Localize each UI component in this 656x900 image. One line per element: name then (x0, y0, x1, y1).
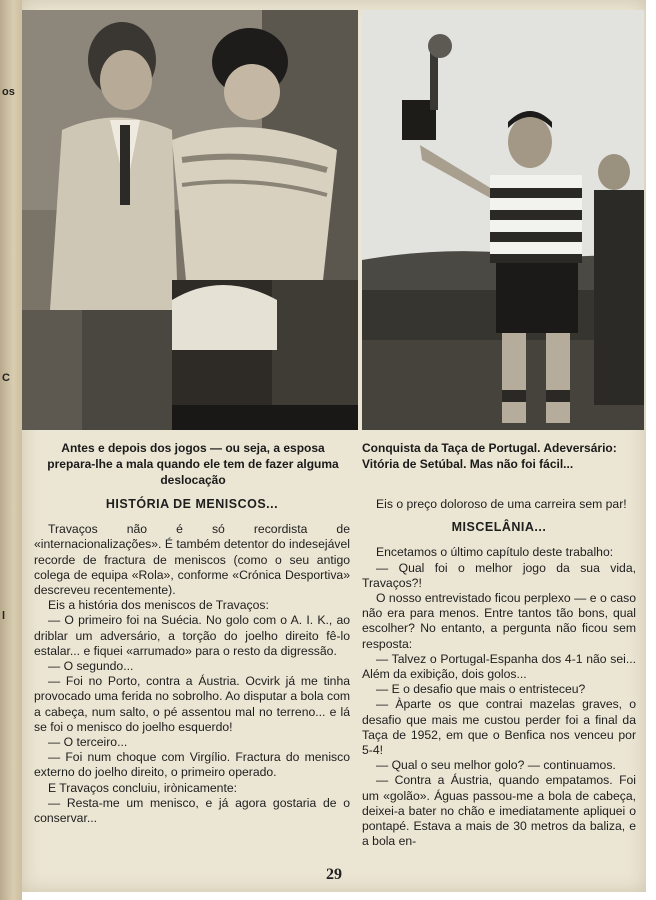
article-paragraph: — E o desafio que mais o entristeceu? (376, 682, 586, 697)
striped-jersey (490, 175, 582, 263)
article-paragraph: E Travaços concluiu, irònicamente: (48, 780, 237, 795)
section-heading: MISCELÂNIA... (451, 520, 547, 535)
article-paragraph: — Àparte os que contrai mazelas graves, o desafio que mais me custou perder foi a final da Taça de 1952, em que o Benfica nos venceu por 5-4! (362, 697, 636, 758)
trophy-illustration (362, 10, 644, 430)
article-paragraph: Encetamos o último capítulo deste trabalho: (376, 545, 614, 560)
article-column-right (362, 497, 636, 849)
section-heading: HISTÓRIA DE MENISCOS... (105, 497, 279, 511)
article-paragraph: — Foi num choque com Virgílio. Fractura do menisco externo do joelho direito, o primeiro operado. (34, 750, 350, 780)
article-paragraph: O nosso entrevistado ficou perplexo — e o caso não era para menos. Entre tantos tão bons, qual escolher? No entanto, a pergunta não ficou sem resposta: (362, 591, 636, 651)
article-column-left (34, 497, 350, 826)
margin-fragment: os (2, 86, 15, 98)
article-paragraph: — Talvez o Portugal-Espanha dos 4-1 não sei... Além da exibição, dois golos... (362, 651, 636, 682)
article-paragraph: — Resta-me um menisco, e já agora gostaria de o conservar... (34, 795, 350, 826)
article-paragraph: — O segundo... (48, 659, 134, 674)
margin-fragment: C (2, 372, 10, 384)
article-paragraph: — Contra a Áustria, quando empatamos. Foi um «golão». Águas passou-me a bola de cabeça, deixei-a bater no chão e imediatamente apliquei o pontapé. Estava a mais de 30 metros da baliza, e a bola en- (362, 773, 636, 849)
article-paragraph: — O primeiro foi na Suécia. No golo com o A. I. K., ao driblar um adversário, a torção do joelho direito fê-lo estalar... e fiquei «arrumado» para o resto da digressão. (34, 613, 350, 658)
article-paragraph: — O terceiro... (48, 735, 128, 750)
caption-left: Antes e depois dos jogos — ou seja, a esposa prepara-lhe a mala quando ele tem de fazer alguma deslocação (47, 441, 339, 487)
article-intro: Eis o preço doloroso de uma carreira sem par! (376, 497, 627, 511)
packing-illustration (22, 10, 358, 430)
article-paragraph: — Qual o seu melhor golo? — continuamos. (376, 758, 616, 773)
page-number: 29 (326, 866, 342, 883)
article-paragraph: — Qual foi o melhor jogo da sua vida, Travaços?! (362, 560, 636, 590)
margin-fragment: l (2, 610, 6, 622)
article-paragraph: Eis a história dos meniscos de Travaços: (48, 598, 269, 613)
photo-trophy-celebration (362, 10, 644, 430)
article-paragraph: Travaços não é só recordista de «internacionalizações». É também detentor do indesejável recorde de fractura de meniscos (como o seu antigo colega de equipa «Rola», conforme «Crónica Desportiva» descreveu recentemente). (34, 522, 350, 598)
photo-packing-suitcase (22, 10, 358, 430)
article-paragraph: — Foi no Porto, contra a Áustria. Ocvirk já me tinha provocado uma ferida no sobrolho. Ao disputar a bola com a cabeça, num salto, o pé assentou mal no terreno... e lá se foi o menisco do joelho esquerdo! (34, 674, 350, 734)
magazine-page (22, 0, 646, 892)
caption-right: Conquista da Taça de Portugal. Adeversário: Vitória de Setúbal. Mas não foi fácil... (362, 441, 617, 471)
previous-page-edge (0, 0, 22, 900)
